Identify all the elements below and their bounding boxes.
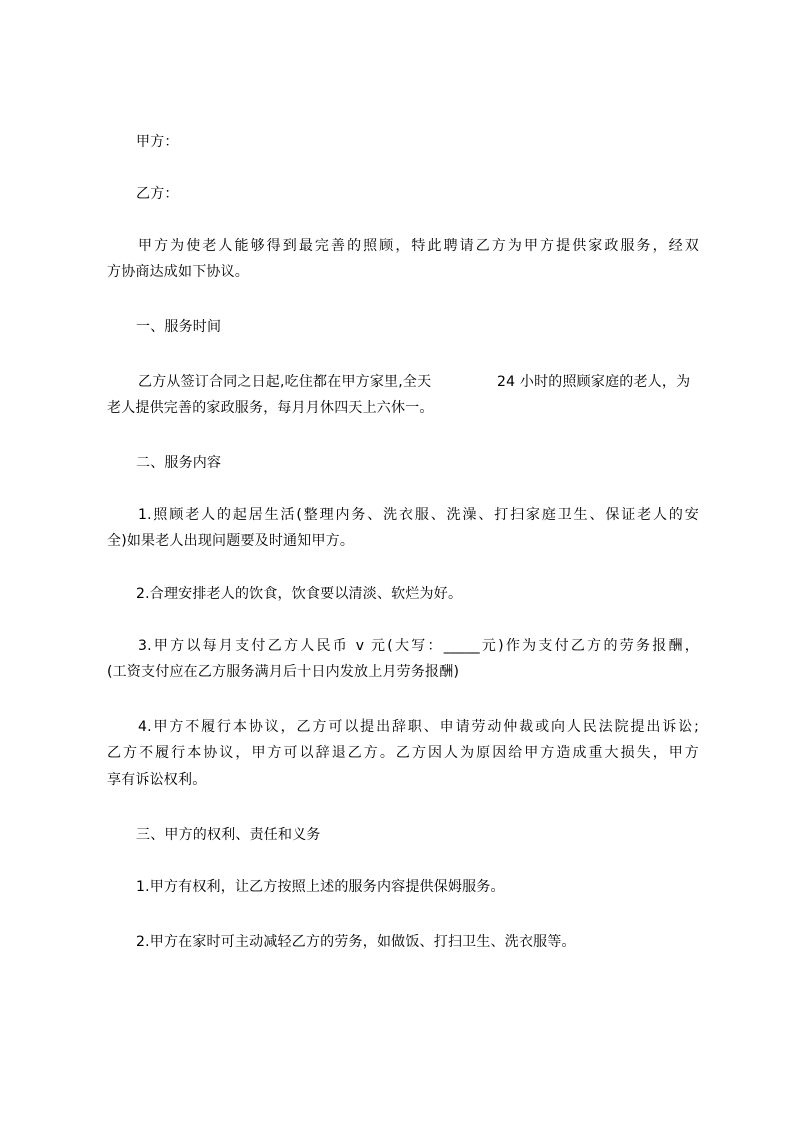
section-2-item-2: 2.合理安排老人的饮食，饮食要以清淡、软烂为好。	[136, 586, 463, 602]
section-2-item-3-line-1: 3.甲方以每月支付乙方人民币 v 元(大写：_____元)作为支付乙方的劳务报酬，	[138, 638, 699, 654]
section-2-item-3-line-2: (工资支付应在乙方服务满月后十日内发放上月劳务报酬)	[107, 664, 460, 680]
section-2-item-4-line-3: 享有诉讼权利。	[107, 772, 207, 788]
party-a-label: 甲方：	[136, 134, 179, 150]
party-b-label: 乙方：	[136, 186, 179, 202]
section-1-line-1b: 24 小时的照顾家庭的老人，为	[497, 374, 691, 390]
section-2-item-4-line-1: 4.甲方不履行本协议，乙方可以提出辞职、申请劳动仲裁或向人民法院提出诉讼;	[138, 719, 699, 735]
section-1-line-2: 老人提供完善的家政服务，每月月休四天上六休一。	[107, 400, 434, 416]
section-1-heading: 一、服务时间	[136, 319, 222, 335]
section-1-line-1a: 乙方从签订合同之日起,吃住都在甲方家里,全天	[138, 374, 432, 390]
section-2-heading: 二、服务内容	[136, 455, 222, 471]
section-3-item-1: 1.甲方有权利，让乙方按照上述的服务内容提供保姆服务。	[136, 879, 505, 895]
section-2-item-1-line-1: 1.照顾老人的起居生活(整理内务、洗衣服、洗澡、打扫家庭卫生、保证老人的安	[138, 507, 699, 523]
section-2-item-1-line-2: 全)如果老人出现问题要及时通知甲方。	[107, 533, 355, 549]
section-2-item-4-line-2: 乙方不履行本协议，甲方可以辞退乙方。乙方因人为原因给甲方造成重大损失，甲方	[107, 745, 699, 761]
section-3-heading: 三、甲方的权利、责任和义务	[136, 827, 321, 843]
section-3-item-2: 2.甲方在家时可主动减轻乙方的劳务，如做饭、打扫卫生、洗衣服等。	[136, 934, 576, 950]
intro-line-1: 甲方为使老人能够得到最完善的照顾，特此聘请乙方为甲方提供家政服务，经双	[138, 238, 699, 254]
intro-line-2: 方协商达成如下协议。	[107, 264, 249, 280]
